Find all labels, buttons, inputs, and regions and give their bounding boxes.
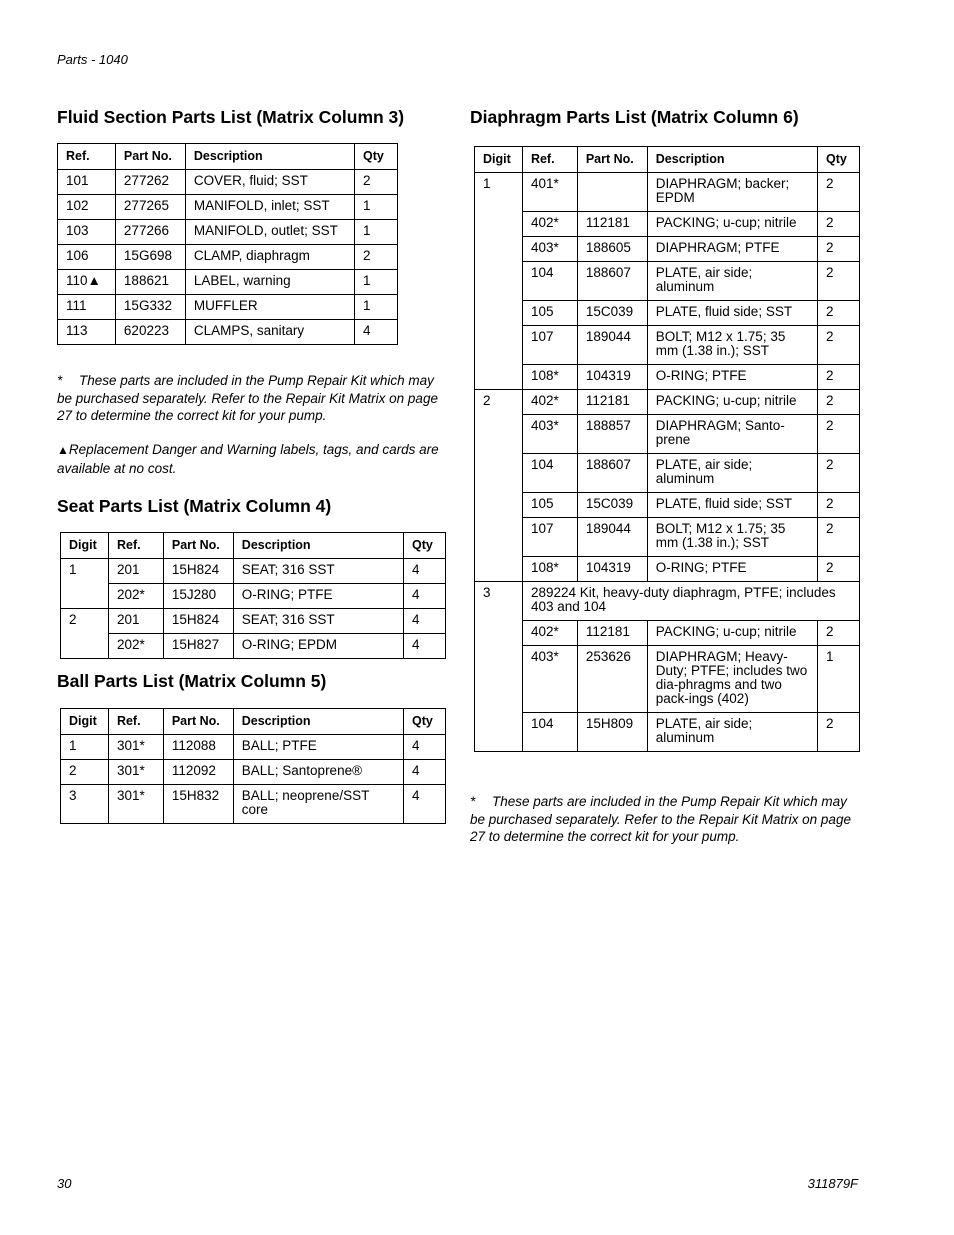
ref-cell: 105: [522, 493, 577, 518]
ref-cell: 403*: [522, 646, 577, 713]
description-cell: DIAPHRAGM; Santo-prene: [647, 415, 817, 454]
column-header: Qty: [404, 533, 446, 559]
part-no-cell: 15G332: [115, 295, 185, 320]
ref-cell: 111: [58, 295, 116, 320]
description-cell: MANIFOLD, inlet; SST: [185, 195, 354, 220]
description-cell: PACKING; u-cup; nitrile: [647, 390, 817, 415]
diaphragm-parts-table: [474, 146, 860, 752]
description-cell: BOLT; M12 x 1.75; 35 mm (1.38 in.); SST: [647, 326, 817, 365]
column-header: Description: [647, 147, 817, 173]
table-row: [475, 493, 860, 518]
part-no-cell: 277262: [115, 170, 185, 195]
repair-kit-note-right: [470, 793, 860, 846]
column-header: Qty: [818, 147, 860, 173]
digit-cell: 1: [475, 173, 523, 390]
column-header: Description: [185, 144, 354, 170]
qty-cell: 4: [404, 584, 446, 609]
ref-cell: 202*: [108, 634, 163, 659]
part-no-cell: 188607: [577, 262, 647, 301]
qty-cell: 1: [355, 195, 398, 220]
description-cell: CLAMP, diaphragm: [185, 245, 354, 270]
part-no-cell: 15C039: [577, 493, 647, 518]
table-row: [61, 735, 446, 760]
qty-cell: 2: [818, 212, 860, 237]
table-row: [475, 713, 860, 752]
table-row: [61, 584, 446, 609]
description-cell: LABEL, warning: [185, 270, 354, 295]
ref-cell: 105: [522, 301, 577, 326]
part-no-cell: 15H824: [163, 609, 233, 634]
asterisk-mark: *: [57, 373, 63, 388]
qty-cell: 2: [818, 173, 860, 212]
description-cell: CLAMPS, sanitary: [185, 320, 354, 345]
table-row: [61, 609, 446, 634]
qty-cell: 2: [355, 245, 398, 270]
part-no-cell: 112092: [163, 760, 233, 785]
description-cell: BOLT; M12 x 1.75; 35 mm (1.38 in.); SST: [647, 518, 817, 557]
part-no-cell: 188607: [577, 454, 647, 493]
ref-cell: 402*: [522, 390, 577, 415]
ref-cell: 104: [522, 262, 577, 301]
ref-cell: 403*: [522, 415, 577, 454]
description-cell: PLATE, fluid side; SST: [647, 493, 817, 518]
description-cell: PLATE, fluid side; SST: [647, 301, 817, 326]
column-header: Part No.: [577, 147, 647, 173]
qty-cell: 2: [818, 713, 860, 752]
part-no-cell: 112181: [577, 212, 647, 237]
table-row: [61, 785, 446, 824]
column-header: Ref.: [108, 709, 163, 735]
table-header-row: [58, 144, 398, 170]
part-no-cell: 112088: [163, 735, 233, 760]
table-row: [475, 365, 860, 390]
table-header-row: [475, 147, 860, 173]
table-row: [61, 634, 446, 659]
description-cell: PACKING; u-cup; nitrile: [647, 212, 817, 237]
qty-cell: 1: [355, 220, 398, 245]
part-no-cell: 112181: [577, 621, 647, 646]
table-row: [475, 262, 860, 301]
qty-cell: 1: [355, 295, 398, 320]
part-no-cell: 15C039: [577, 301, 647, 326]
qty-cell: 1: [355, 270, 398, 295]
seat-parts-table: [60, 532, 446, 659]
warning-triangle-icon: ▲: [57, 443, 69, 457]
ball-parts-table: [60, 708, 446, 824]
part-no-cell: 104319: [577, 365, 647, 390]
description-cell: O-RING; PTFE: [647, 557, 817, 582]
table-row: [475, 557, 860, 582]
table-header-row: [61, 709, 446, 735]
qty-cell: 2: [818, 365, 860, 390]
description-cell: PLATE, air side; aluminum: [647, 454, 817, 493]
labels-note: [57, 441, 447, 477]
ref-cell: 107: [522, 518, 577, 557]
ref-cell: 301*: [108, 735, 163, 760]
description-cell: O-RING; PTFE: [233, 584, 403, 609]
column-header: Part No.: [115, 144, 185, 170]
ref-cell: 103: [58, 220, 116, 245]
digit-cell: 2: [61, 609, 109, 659]
description-cell: O-RING; EPDM: [233, 634, 403, 659]
qty-cell: 2: [818, 326, 860, 365]
fluid-section-title: Fluid Section Parts List (Matrix Column 3): [57, 107, 405, 127]
description-cell: PLATE, air side; aluminum: [647, 262, 817, 301]
part-no-cell: 189044: [577, 518, 647, 557]
qty-cell: 2: [818, 518, 860, 557]
description-cell: DIAPHRAGM; PTFE: [647, 237, 817, 262]
part-no-cell: 112181: [577, 390, 647, 415]
column-header: Part No.: [163, 533, 233, 559]
ref-cell: 113: [58, 320, 116, 345]
column-header: Ref.: [522, 147, 577, 173]
description-cell: MANIFOLD, outlet; SST: [185, 220, 354, 245]
ref-cell: 101: [58, 170, 116, 195]
table-row: [58, 195, 398, 220]
labels-note-text: Replacement Danger and Warning labels, tags, and cards are available at no cost.: [57, 442, 439, 476]
ref-cell: 201: [108, 559, 163, 584]
qty-cell: 4: [404, 785, 446, 824]
page-number: 30: [57, 1176, 72, 1191]
qty-cell: 2: [818, 237, 860, 262]
table-row: [58, 270, 398, 295]
ref-cell: 106: [58, 245, 116, 270]
ref-cell: 401*: [522, 173, 577, 212]
part-no-cell: 188605: [577, 237, 647, 262]
qty-cell: 2: [818, 301, 860, 326]
repair-kit-note-text: These parts are included in the Pump Repair Kit which may be purchased separately. Refer to the Repair Kit Matrix on page 27 to determine the correct kit for your pump.: [57, 373, 438, 423]
column-header: Description: [233, 709, 403, 735]
part-no-cell: 15H827: [163, 634, 233, 659]
seat-section-title: Seat Parts List (Matrix Column 4): [57, 496, 332, 516]
digit-cell: 3: [61, 785, 109, 824]
running-header: Parts - 1040: [57, 52, 128, 67]
part-no-cell: [577, 173, 647, 212]
column-header: Digit: [475, 147, 523, 173]
ref-cell: 201: [108, 609, 163, 634]
column-header: Qty: [355, 144, 398, 170]
column-header: Part No.: [163, 709, 233, 735]
column-header: Ref.: [108, 533, 163, 559]
ref-cell: 104: [522, 713, 577, 752]
digit-cell: 1: [61, 735, 109, 760]
table-row: [475, 415, 860, 454]
description-cell: COVER, fluid; SST: [185, 170, 354, 195]
document-number: 311879F: [807, 1176, 858, 1191]
part-no-cell: 15J280: [163, 584, 233, 609]
description-cell: BALL; neoprene/SST core: [233, 785, 403, 824]
description-cell: O-RING; PTFE: [647, 365, 817, 390]
description-cell: DIAPHRAGM; backer; EPDM: [647, 173, 817, 212]
part-no-cell: 15H832: [163, 785, 233, 824]
part-no-cell: 15H824: [163, 559, 233, 584]
qty-cell: 2: [818, 493, 860, 518]
table-row: [61, 559, 446, 584]
ref-cell: 108*: [522, 365, 577, 390]
digit-cell: 3: [475, 582, 523, 752]
column-header: Qty: [404, 709, 446, 735]
column-header: Ref.: [58, 144, 116, 170]
table-row: [475, 212, 860, 237]
ref-cell: 301*: [108, 760, 163, 785]
ref-cell: 108*: [522, 557, 577, 582]
ref-cell: 110▲: [58, 270, 116, 295]
table-row: [475, 582, 860, 621]
qty-cell: 4: [404, 559, 446, 584]
description-cell: MUFFLER: [185, 295, 354, 320]
ref-cell: 102: [58, 195, 116, 220]
ref-cell: 107: [522, 326, 577, 365]
digit-cell: 2: [61, 760, 109, 785]
part-no-cell: 188621: [115, 270, 185, 295]
table-row: [58, 220, 398, 245]
asterisk-mark: *: [470, 794, 476, 809]
table-row: [475, 621, 860, 646]
qty-cell: 4: [355, 320, 398, 345]
table-row: [61, 760, 446, 785]
table-row: [475, 326, 860, 365]
description-cell: BALL; Santoprene®: [233, 760, 403, 785]
qty-cell: 1: [818, 646, 860, 713]
qty-cell: 2: [818, 390, 860, 415]
part-no-cell: 620223: [115, 320, 185, 345]
column-header: Digit: [61, 709, 109, 735]
table-row: [475, 646, 860, 713]
part-no-cell: 277265: [115, 195, 185, 220]
ref-cell: 301*: [108, 785, 163, 824]
part-no-cell: 104319: [577, 557, 647, 582]
digit-cell: 2: [475, 390, 523, 582]
table-row: [475, 390, 860, 415]
table-row: [475, 454, 860, 493]
description-cell: BALL; PTFE: [233, 735, 403, 760]
table-row: [475, 173, 860, 212]
table-row: [475, 518, 860, 557]
qty-cell: 2: [818, 621, 860, 646]
ref-cell: 202*: [108, 584, 163, 609]
diaphragm-section-title: Diaphragm Parts List (Matrix Column 6): [470, 107, 799, 127]
description-cell: PLATE, air side; aluminum: [647, 713, 817, 752]
qty-cell: 2: [355, 170, 398, 195]
qty-cell: 2: [818, 415, 860, 454]
table-row: [58, 245, 398, 270]
qty-cell: 4: [404, 735, 446, 760]
part-no-cell: 188857: [577, 415, 647, 454]
part-no-cell: 15H809: [577, 713, 647, 752]
kit-description-cell: 289224 Kit, heavy-duty diaphragm, PTFE; includes 403 and 104: [522, 582, 859, 621]
table-row: [58, 170, 398, 195]
ref-cell: 104: [522, 454, 577, 493]
part-no-cell: 277266: [115, 220, 185, 245]
qty-cell: 2: [818, 454, 860, 493]
part-no-cell: 15G698: [115, 245, 185, 270]
fluid-parts-table: [57, 143, 398, 345]
ball-section-title: Ball Parts List (Matrix Column 5): [57, 671, 327, 691]
part-no-cell: 189044: [577, 326, 647, 365]
qty-cell: 2: [818, 557, 860, 582]
column-header: Digit: [61, 533, 109, 559]
description-cell: PACKING; u-cup; nitrile: [647, 621, 817, 646]
table-row: [475, 237, 860, 262]
qty-cell: 4: [404, 609, 446, 634]
description-cell: DIAPHRAGM; Heavy-Duty; PTFE; includes two dia-phragms and two pack-ings (402): [647, 646, 817, 713]
qty-cell: 4: [404, 634, 446, 659]
column-header: Description: [233, 533, 403, 559]
digit-cell: 1: [61, 559, 109, 609]
qty-cell: 4: [404, 760, 446, 785]
ref-cell: 403*: [522, 237, 577, 262]
part-no-cell: 253626: [577, 646, 647, 713]
table-row: [58, 320, 398, 345]
repair-kit-note-text: These parts are included in the Pump Repair Kit which may be purchased separately. Refer to the Repair Kit Matrix on page 27 to determine the correct kit for your pump.: [470, 794, 851, 844]
qty-cell: 2: [818, 262, 860, 301]
table-row: [475, 301, 860, 326]
description-cell: SEAT; 316 SST: [233, 559, 403, 584]
ref-cell: 402*: [522, 212, 577, 237]
description-cell: SEAT; 316 SST: [233, 609, 403, 634]
table-header-row: [61, 533, 446, 559]
table-row: [58, 295, 398, 320]
repair-kit-note: [57, 372, 447, 425]
ref-cell: 402*: [522, 621, 577, 646]
